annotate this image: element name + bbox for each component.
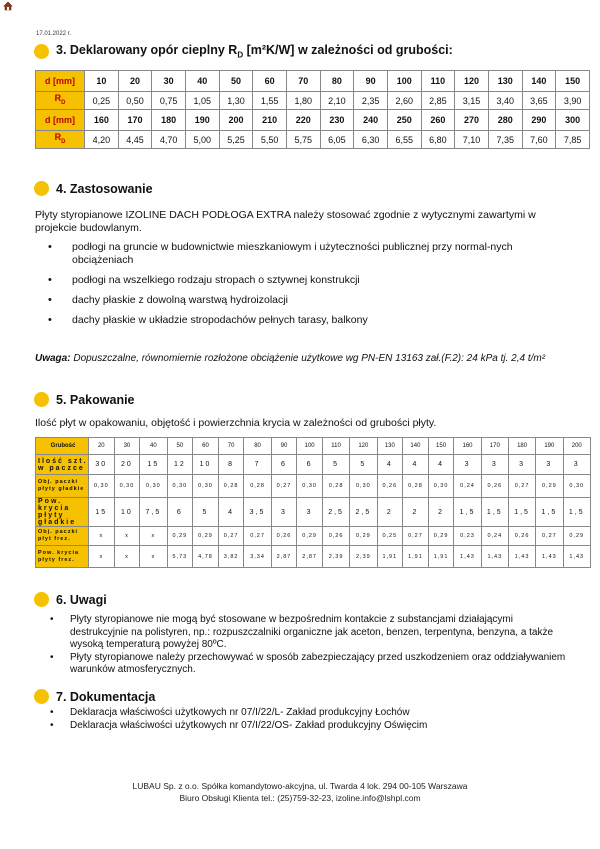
table-cell: 10	[114, 498, 140, 527]
table-cell: 0,25	[377, 527, 403, 546]
row-header: Obj. paczki płyt frez.	[36, 527, 89, 546]
table-cell: 0,30	[114, 475, 140, 498]
table-cell: 1,43	[563, 546, 591, 568]
table-cell: 90	[271, 438, 297, 455]
row-header: Ilość szt. w paczce	[36, 455, 89, 475]
table-cell: 1,43	[536, 546, 563, 568]
table-cell: 3,15	[455, 92, 489, 110]
table-cell: 30	[152, 71, 186, 92]
table-cell: 180	[152, 110, 186, 131]
table-cell: 20	[118, 71, 152, 92]
section-3-title: 3. Deklarowany opór cieplny $R_D$ [m²K/W] w zależności od grubości:	[56, 43, 453, 60]
table-cell: 210	[253, 110, 287, 131]
table-cell: 6	[297, 455, 323, 475]
table-cell: 0,30	[297, 475, 323, 498]
table-cell: 1,30	[219, 92, 253, 110]
table-cell: 2,39	[322, 546, 349, 568]
section-5-intro: Ilość płyt w opakowaniu, objętość i powierzchnia krycia w zależności od grubości płyty.	[35, 417, 437, 429]
table-cell: 0,27	[403, 527, 429, 546]
table-cell: 160	[85, 110, 119, 131]
table-cell: 50	[219, 71, 253, 92]
table-cell: 0,29	[350, 527, 377, 546]
table-cell: 3	[454, 455, 481, 475]
row-header: Pow. krycia płyty frez.	[36, 546, 89, 568]
table-cell: 3	[271, 498, 297, 527]
section-6-heading	[34, 592, 107, 607]
table-cell: 2,5	[322, 498, 349, 527]
table-cell: 0,29	[536, 475, 563, 498]
table-cell: 1,5	[481, 498, 508, 527]
table-cell: 5	[193, 498, 219, 527]
table-cell: 130	[377, 438, 403, 455]
table-cell: 1,43	[481, 546, 508, 568]
table-cell: 0,24	[454, 475, 481, 498]
table-cell: 3,5	[244, 498, 271, 527]
table-cell: 30	[114, 438, 140, 455]
table-cell: 20	[114, 455, 140, 475]
table-cell: 80	[244, 438, 271, 455]
table-cell: 0,27	[536, 527, 563, 546]
table-cell: 6	[167, 498, 193, 527]
table-cell: 3	[297, 498, 323, 527]
table-cell: x	[89, 546, 115, 568]
list-item: • podłogi na wszelkiego rodzaju stropach o sztywnej konstrukcji	[42, 274, 542, 287]
list-item: • Płyty styropianowe należy przechowywać w sposób zabezpieczający przed uszkodzeniem oraz oddziaływaniem warunków atmosferycznych.	[44, 652, 569, 677]
bullet-dot-icon	[34, 689, 49, 704]
table-cell: 0,25	[85, 92, 119, 110]
table-cell: 1,91	[428, 546, 454, 568]
table-cell: 300	[556, 110, 590, 131]
table-cell: 1,05	[185, 92, 219, 110]
load-note: Uwaga: Dopuszczalne, równomiernie rozłożone obciążenie użytkowe wg PN-EN 13163 zał.(F.2): 24 kPa tj. 2,4 t/m²	[35, 353, 546, 364]
table-cell: 3	[536, 455, 563, 475]
table-cell: 130	[488, 71, 522, 92]
table-cell: 20	[89, 438, 115, 455]
table-cell: 0,28	[403, 475, 429, 498]
table-row	[36, 71, 590, 92]
table-cell: 0,75	[152, 92, 186, 110]
table-cell: 6,05	[320, 131, 354, 149]
table-cell: 0,29	[193, 527, 219, 546]
table-cell: 0,28	[218, 475, 244, 498]
table-cell: 15	[140, 455, 167, 475]
table-cell: 140	[522, 71, 556, 92]
table-cell: 5,00	[185, 131, 219, 149]
table-cell: x	[114, 546, 140, 568]
table-cell: x	[89, 527, 115, 546]
table-cell: 2,35	[354, 92, 388, 110]
table-cell: 0,28	[322, 475, 349, 498]
table-cell: 6,80	[421, 131, 455, 149]
table-cell: 0,30	[563, 475, 591, 498]
list-item: • dachy płaskie w układzie stropodachów pełnych tarasy, balkony	[42, 314, 542, 327]
table-cell: 10	[85, 71, 119, 92]
table-cell: 0,23	[454, 527, 481, 546]
table-cell: 10	[193, 455, 219, 475]
application-list	[42, 241, 542, 334]
table-cell: 0,30	[428, 475, 454, 498]
table-cell: 7	[244, 455, 271, 475]
table-cell: 5,75	[286, 131, 320, 149]
table-cell: 0,29	[563, 527, 591, 546]
section-5-heading	[34, 392, 135, 407]
table-cell: 0,30	[167, 475, 193, 498]
table-cell: 110	[322, 438, 349, 455]
table-row	[36, 498, 591, 527]
table-cell: 1,5	[536, 498, 563, 527]
table-cell: 2,85	[421, 92, 455, 110]
row-header-d: d [mm]	[36, 110, 85, 131]
section-6-title: 6. Uwagi	[56, 592, 107, 607]
footer-address: LUBAU Sp. z o.o. Spółka komandytowo-akcyjna, ul. Twarda 4 lok. 294 00-105 Warszawa	[132, 781, 468, 791]
table-cell: 1,80	[286, 92, 320, 110]
table-cell: 120	[455, 71, 489, 92]
table-cell: 15	[89, 498, 115, 527]
table-cell: x	[140, 527, 167, 546]
table-cell: 5	[350, 455, 377, 475]
table-cell: 7,85	[556, 131, 590, 149]
table-cell: 40	[140, 438, 167, 455]
table-cell: 1,91	[377, 546, 403, 568]
table-cell: 180	[508, 438, 535, 455]
table-cell: 140	[403, 438, 429, 455]
table-cell: 280	[488, 110, 522, 131]
table-cell: 4,78	[193, 546, 219, 568]
table-cell: 90	[354, 71, 388, 92]
table-cell: 2,5	[350, 498, 377, 527]
table-cell: 190	[185, 110, 219, 131]
section-3-heading	[34, 43, 453, 60]
table-cell: 0,29	[297, 527, 323, 546]
table-cell: 3	[481, 455, 508, 475]
table-cell: 290	[522, 110, 556, 131]
table-cell: 4	[377, 455, 403, 475]
table-cell: 70	[218, 438, 244, 455]
row-header-r: $R_D$	[36, 92, 85, 110]
table-cell: x	[114, 527, 140, 546]
row-header: Obj. paczki płyty gładkie	[36, 475, 89, 498]
table-cell: 0,27	[271, 475, 297, 498]
bullet-dot-icon	[34, 181, 49, 196]
table-cell: 200	[563, 438, 591, 455]
documentation-list	[44, 707, 569, 732]
table-cell: 150	[428, 438, 454, 455]
table-cell: 2,60	[387, 92, 421, 110]
table-cell: 2	[428, 498, 454, 527]
table-cell: 1,55	[253, 92, 287, 110]
document-date: 17.01.2022 r.	[36, 31, 72, 37]
table-cell: 3,65	[522, 92, 556, 110]
footer-contact: Biuro Obsługi Klienta tel.: (25)759-32-23, izoline.info@lshpl.com	[179, 793, 421, 803]
table-cell: 3	[563, 455, 591, 475]
table-row	[36, 438, 591, 455]
table-cell: 6,55	[387, 131, 421, 149]
table-cell: 2	[403, 498, 429, 527]
table-cell: 5,25	[219, 131, 253, 149]
table-cell: 7,5	[140, 498, 167, 527]
list-item: • Deklaracja właściwości użytkowych nr 07/I/22/OS- Zakład produkcyjny Oświęcim	[44, 720, 569, 733]
table-cell: 60	[193, 438, 219, 455]
table-cell: 60	[253, 71, 287, 92]
table-cell: 0,50	[118, 92, 152, 110]
home-icon[interactable]	[3, 1, 13, 11]
table-cell: 2,87	[271, 546, 297, 568]
table-row	[36, 475, 591, 498]
bullet-dot-icon	[34, 44, 49, 59]
row-header-thickness: Grubość	[36, 438, 89, 455]
table-cell: 240	[354, 110, 388, 131]
table-cell: 100	[387, 71, 421, 92]
table-cell: 8	[218, 455, 244, 475]
table-cell: 0,29	[167, 527, 193, 546]
table-cell: 0,30	[350, 475, 377, 498]
table-cell: 2	[377, 498, 403, 527]
row-header: Pow. krycia płyty gładkie	[36, 498, 89, 527]
table-cell: 12	[167, 455, 193, 475]
table-cell: 4,70	[152, 131, 186, 149]
table-cell: 0,26	[481, 475, 508, 498]
table-cell: 0,26	[271, 527, 297, 546]
table-cell: 160	[454, 438, 481, 455]
table-cell: 0,26	[322, 527, 349, 546]
table-cell: 5	[322, 455, 349, 475]
table-cell: 170	[118, 110, 152, 131]
table-cell: 4	[218, 498, 244, 527]
table-cell: 0,26	[377, 475, 403, 498]
table-cell: 260	[421, 110, 455, 131]
table-cell: 0,27	[244, 527, 271, 546]
table-cell: 4,20	[85, 131, 119, 149]
table-cell: 3,40	[488, 92, 522, 110]
table-cell: 2,87	[297, 546, 323, 568]
packaging-table	[35, 437, 591, 568]
table-cell: 0,27	[508, 475, 535, 498]
table-cell: 150	[556, 71, 590, 92]
table-cell: 0,30	[140, 475, 167, 498]
table-cell: 1,91	[403, 546, 429, 568]
table-cell: 170	[481, 438, 508, 455]
table-cell: 7,10	[455, 131, 489, 149]
table-cell: 1,5	[563, 498, 591, 527]
section-5-title: 5. Pakowanie	[56, 392, 135, 407]
table-cell: 0,26	[508, 527, 535, 546]
table-cell: 0,28	[244, 475, 271, 498]
table-cell: 40	[185, 71, 219, 92]
table-cell: 4	[428, 455, 454, 475]
table-cell: 4	[403, 455, 429, 475]
table-cell: 0,27	[218, 527, 244, 546]
footer	[0, 780, 600, 804]
table-cell: 0,29	[428, 527, 454, 546]
bullet-dot-icon	[34, 392, 49, 407]
table-row	[36, 455, 591, 475]
section-7-title: 7. Dokumentacja	[56, 689, 156, 704]
remarks-list	[44, 614, 569, 677]
table-cell: 50	[167, 438, 193, 455]
table-cell: 1,43	[454, 546, 481, 568]
list-item: • Deklaracja właściwości użytkowych nr 07/I/22/L- Zakład produkcyjny Łochów	[44, 707, 569, 720]
table-cell: 7,60	[522, 131, 556, 149]
table-cell: 3,82	[218, 546, 244, 568]
table-cell: 0,30	[89, 475, 115, 498]
table-cell: 7,35	[488, 131, 522, 149]
table-cell: 200	[219, 110, 253, 131]
table-cell: 70	[286, 71, 320, 92]
section-7-heading	[34, 689, 155, 704]
list-item: • Płyty styropianowe nie mogą być stosowane w bezpośrednim kontakcie z substancjami działającymi destrukcyjnie na polistyren, np.: rozpuszczalniki organiczne jak aceton, benzen, terpentyna, benzyna, a także wysoką temperaturą powyżej 80ºC.	[44, 614, 569, 652]
table-cell: 4,45	[118, 131, 152, 149]
row-header-d: d [mm]	[36, 71, 85, 92]
table-cell: 1,5	[508, 498, 535, 527]
section-4-intro: Płyty styropianowe IZOLINE DACH PODŁOGA EXTRA należy stosować zgodnie z wytycznymi zawartymi w projekcie budowlanym.	[35, 209, 536, 234]
table-cell: 5,73	[167, 546, 193, 568]
table-row	[36, 110, 590, 131]
table-cell: 250	[387, 110, 421, 131]
table-cell: 1,5	[454, 498, 481, 527]
table-cell: 0,24	[481, 527, 508, 546]
table-cell: 190	[536, 438, 563, 455]
table-cell: 220	[286, 110, 320, 131]
table-cell: 3	[508, 455, 535, 475]
table-row	[36, 546, 591, 568]
list-item: • podłogi na gruncie w budownictwie mieszkaniowym i użyteczności publicznej przy normal-nych obciążeniach	[42, 241, 542, 267]
row-header-r: $R_D$	[36, 131, 85, 149]
table-cell: 110	[421, 71, 455, 92]
section-4-heading	[34, 181, 153, 196]
table-cell: 1,43	[508, 546, 535, 568]
table-cell: 2,10	[320, 92, 354, 110]
table-cell: 30	[89, 455, 115, 475]
table-cell: x	[140, 546, 167, 568]
table-cell: 2,39	[350, 546, 377, 568]
table-cell: 80	[320, 71, 354, 92]
table-cell: 6	[271, 455, 297, 475]
table-row	[36, 527, 591, 546]
table-cell: 100	[297, 438, 323, 455]
section-4-title: 4. Zastosowanie	[56, 181, 153, 196]
table-cell: 6,30	[354, 131, 388, 149]
table-cell: 230	[320, 110, 354, 131]
table-row	[36, 131, 590, 149]
bullet-dot-icon	[34, 592, 49, 607]
table-cell: 3,34	[244, 546, 271, 568]
table-cell: 0,30	[193, 475, 219, 498]
table-cell: 120	[350, 438, 377, 455]
table-cell: 5,50	[253, 131, 287, 149]
table-cell: 3,90	[556, 92, 590, 110]
thermal-resistance-table	[35, 70, 590, 149]
table-cell: 270	[455, 110, 489, 131]
table-row	[36, 92, 590, 110]
list-item: • dachy płaskie z dowolną warstwą hydroizolacji	[42, 294, 542, 307]
